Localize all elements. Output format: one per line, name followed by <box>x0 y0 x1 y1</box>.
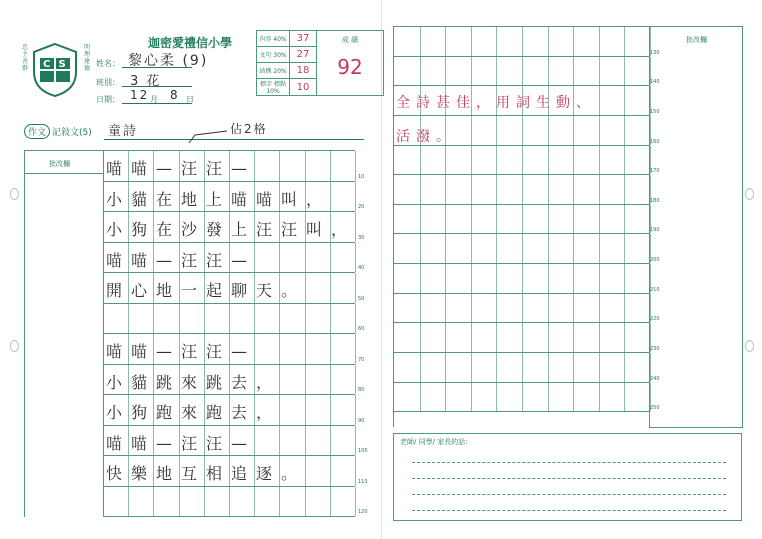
comment-line <box>412 494 726 495</box>
row-number: 50 <box>358 295 365 302</box>
day-char: 日 <box>186 95 194 104</box>
comment-line <box>412 478 726 479</box>
grid-cell <box>103 487 356 517</box>
row-number: 60 <box>358 326 365 332</box>
row-number: 70 <box>358 356 365 363</box>
score-value: 18 <box>290 63 317 79</box>
essay-line: 喵喵—汪汪— <box>106 342 257 361</box>
row-number: 250 <box>650 405 660 412</box>
grid-row <box>394 27 650 57</box>
date-month: 12 <box>130 88 150 102</box>
row-number: 160 <box>650 138 660 145</box>
grid-row <box>394 264 650 294</box>
comment-line <box>412 510 726 511</box>
essay-line: 喵喵—汪汪— <box>106 250 257 270</box>
grid-row <box>394 383 650 413</box>
score-value: 10 <box>290 79 317 96</box>
row-number: 240 <box>650 375 660 382</box>
row-number: 20 <box>358 204 365 210</box>
punch-hole <box>745 340 754 352</box>
grid-cell <box>394 264 651 293</box>
row-number: 140 <box>650 79 660 86</box>
name-label: 姓名： <box>96 59 120 68</box>
row-number: 120 <box>358 509 368 515</box>
score-value: 27 <box>290 47 317 63</box>
score-table <box>256 30 384 96</box>
grid-row <box>394 323 650 353</box>
grid-cell <box>394 323 651 352</box>
row-number: 80 <box>358 387 365 393</box>
left-column-header: 批改欄 <box>49 160 70 168</box>
grid-row <box>103 487 355 518</box>
essay-line: 快樂地互相追逐。 <box>106 464 307 483</box>
row-number: 100 <box>358 448 368 454</box>
row-number: 200 <box>650 257 660 264</box>
essay-line: 小貓在地上喵喵叫， <box>106 189 332 209</box>
essay-line: 小狗跑來跑去， <box>106 403 282 422</box>
punch-hole <box>745 188 754 200</box>
title-underline <box>104 139 364 140</box>
essay-line: 喵喵—汪汪— <box>106 433 257 453</box>
punch-hole <box>10 188 19 200</box>
motto-left: 忠主善群 <box>22 44 29 72</box>
grid-cell <box>394 383 651 412</box>
right-writing-grid <box>393 26 660 427</box>
margin-header-line <box>25 173 103 174</box>
row-number: 190 <box>650 227 660 234</box>
comment-box <box>393 433 742 521</box>
score-label: 標字 標點 10% <box>257 79 290 96</box>
grid-cell <box>394 57 651 86</box>
row-number: 150 <box>650 108 660 115</box>
grid-row <box>394 294 650 324</box>
comment-label: 老師/ 同學/ 家長的話： <box>400 438 473 446</box>
grid-row <box>394 234 650 264</box>
grid-cell <box>394 27 651 56</box>
teacher-comment-line1: 全詩甚佳，用詞生動、 <box>396 95 596 111</box>
class-underline <box>122 86 192 87</box>
school-name: 迦密愛禮信小學 <box>148 36 233 50</box>
date-underline <box>122 103 192 104</box>
grid-row <box>394 205 650 235</box>
total-score: 92 <box>337 55 363 79</box>
row-number: 110 <box>358 478 368 485</box>
total-cell <box>317 31 384 96</box>
row-number: 10 <box>358 173 365 180</box>
grid-row <box>394 175 650 205</box>
right-margin-column <box>649 26 743 428</box>
grid-cell <box>394 175 651 204</box>
grid-cell <box>394 205 651 234</box>
date-label: 日期： <box>96 95 120 104</box>
essay-line: 開心地一起聊天。 <box>106 281 307 300</box>
grid-cell <box>103 304 356 334</box>
score-label: 內容 40% <box>257 31 290 47</box>
grid-cell <box>394 353 651 382</box>
row-number: 220 <box>650 316 660 323</box>
class-label: 班別： <box>96 78 120 87</box>
score-label: 結構 20% <box>257 63 290 79</box>
name-underline <box>122 67 192 68</box>
grid-cell <box>394 294 651 323</box>
row-number: 130 <box>650 49 660 56</box>
punch-hole <box>10 340 19 352</box>
score-header: 成 績 <box>341 36 359 44</box>
assignment-mode: 記敍文(5) <box>52 128 92 138</box>
row-number: 30 <box>358 234 365 241</box>
grid-row <box>103 304 355 335</box>
score-value: 37 <box>290 31 317 47</box>
assignment-type: 作文 <box>24 124 50 139</box>
grid-row <box>394 57 650 87</box>
grid-row <box>394 353 650 383</box>
correction-note: 佔2格 <box>230 122 268 136</box>
essay-line: 小狗在沙發上汪汪叫， <box>106 220 357 239</box>
student-class: 3 花 <box>130 74 162 89</box>
correction-arrow <box>185 125 230 145</box>
row-number: 90 <box>358 417 365 424</box>
student-name: 黎心柔 (9) <box>128 53 209 69</box>
row-number: 210 <box>650 286 660 293</box>
school-logo <box>30 42 80 98</box>
left-margin-column <box>25 151 104 517</box>
essay-line: 喵喵—汪汪— <box>106 159 257 178</box>
logo-letters: CS <box>43 59 74 70</box>
left-writing-grid <box>24 150 368 517</box>
row-number: 180 <box>650 197 660 204</box>
row-number: 170 <box>650 168 660 175</box>
grid-cell <box>394 234 651 263</box>
row-number: 230 <box>650 345 660 352</box>
grid-row <box>394 146 650 176</box>
score-label: 文句 30% <box>257 47 290 63</box>
motto-right: 明理達德 <box>84 44 91 72</box>
row-number: 40 <box>358 265 365 271</box>
month-char: 月 <box>150 95 158 104</box>
teacher-comment-line2: 活潑。 <box>396 129 456 145</box>
date-day: 8 <box>170 88 180 102</box>
right-column-header: 批改欄 <box>686 36 707 44</box>
essay-line: 小貓跳來跳去， <box>106 372 282 392</box>
assignment-title: 童詩 <box>108 124 139 139</box>
grid-cell <box>394 146 651 175</box>
comment-line <box>412 462 726 463</box>
